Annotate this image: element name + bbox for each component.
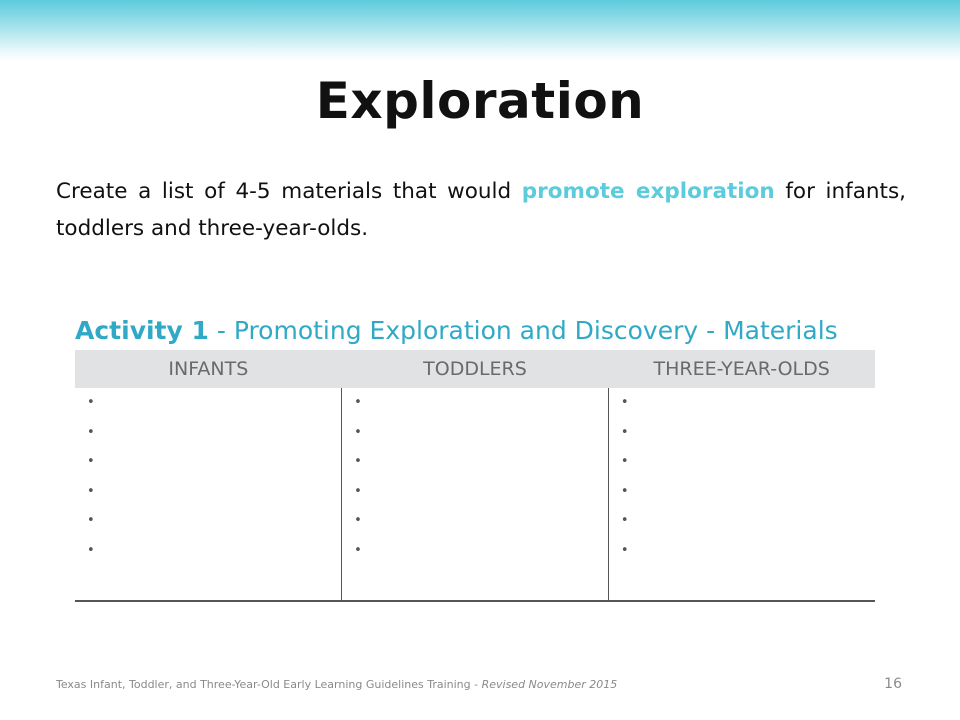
- activity-number: Activity 1: [75, 316, 209, 345]
- bullet-item: •: [354, 454, 362, 469]
- table-header-row: [75, 350, 875, 388]
- footer-training-title: Texas Infant, Toddler, and Three-Year-Old Early Learning Guidelines Training -: [56, 678, 482, 691]
- footer-text: [56, 678, 617, 691]
- instruction-text-start: Create a list of 4-5 materials that would: [56, 179, 522, 204]
- bullet-item: •: [620, 395, 629, 410]
- toddlers-column-cell: [342, 388, 609, 601]
- activity-subtitle: - Promoting Exploration and Discovery - Materials: [208, 316, 838, 345]
- bullet-item: •: [620, 542, 629, 558]
- bullet-item: •: [87, 424, 95, 440]
- bullet-item: •: [620, 513, 629, 528]
- bullet-item: •: [620, 424, 629, 440]
- bullet-item: •: [354, 542, 362, 558]
- bullet-item: •: [620, 483, 629, 499]
- column-header-infants: INFANTS: [75, 350, 342, 388]
- three-year-olds-bullet-list: [621, 394, 875, 571]
- bullet-item: •: [87, 395, 95, 410]
- bullet-item: •: [354, 395, 362, 410]
- bullet-item: •: [87, 483, 95, 499]
- bullet-item: •: [87, 454, 95, 469]
- bullet-item: •: [87, 513, 95, 528]
- table-row: [75, 388, 875, 601]
- infants-column-cell: [75, 388, 342, 601]
- bullet-item: •: [354, 483, 362, 499]
- bullet-item: •: [354, 513, 362, 528]
- column-header-toddlers: TODDLERS: [342, 350, 609, 388]
- column-header-three-year-olds: THREE-YEAR-OLDS: [608, 350, 875, 388]
- instruction-text-end: for infants, toddlers and three-year-olds.: [56, 179, 906, 241]
- bullet-item: •: [354, 424, 362, 440]
- slide-title: Exploration: [315, 72, 645, 130]
- activity-worksheet: [75, 312, 875, 602]
- infants-bullet-list: [87, 394, 341, 571]
- instruction-text: [56, 173, 906, 247]
- toddlers-bullet-list: [354, 394, 608, 571]
- page-number: 16: [884, 676, 902, 692]
- three-year-olds-column-cell: [608, 388, 875, 601]
- instruction-highlight: promote exploration: [521, 179, 775, 204]
- materials-table: [75, 350, 875, 602]
- activity-heading: [75, 312, 875, 350]
- footer-revised-date: Revised November 2015: [481, 678, 618, 691]
- bullet-item: •: [620, 454, 629, 469]
- bullet-item: •: [87, 542, 95, 558]
- top-gradient-band: [0, 0, 960, 62]
